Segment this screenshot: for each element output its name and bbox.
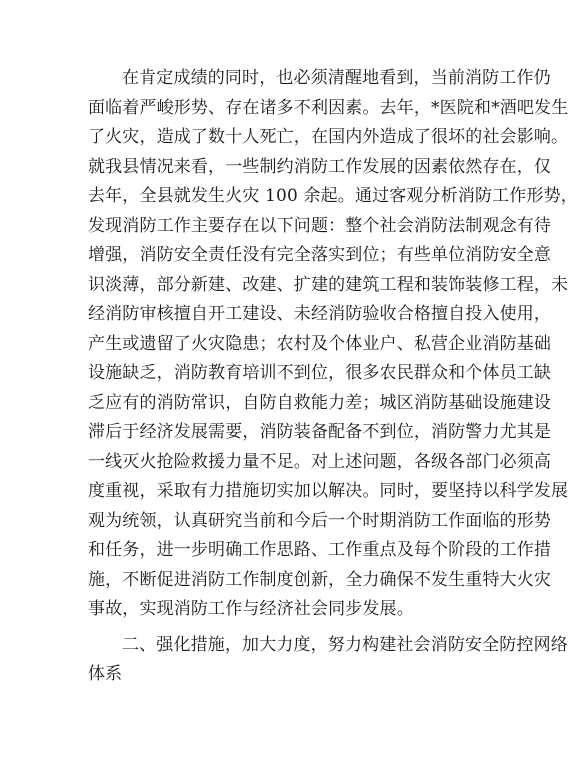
text-line: 增强，消防安全责任没有完全落实到位；有些单位消防安全意 bbox=[88, 245, 552, 265]
text-line: 设施缺乏，消防教育培训不到位，很多农民群众和个体员工缺 bbox=[88, 363, 552, 383]
text-line: 一线灭火抢险救援力量不足。对上述问题，各级各部门必须高 bbox=[88, 451, 552, 472]
text-line: 经消防审核擅自开工建设、未经消防验收合格擅自投入使用， bbox=[88, 304, 552, 324]
heading-line: 体系 bbox=[88, 664, 123, 684]
document-body bbox=[88, 64, 578, 690]
text-line: 发现消防工作主要存在以下问题：整个社会消防法制观念有待 bbox=[88, 215, 552, 236]
text-line: 滞后于经济发展需要，消防装备配备不到位，消防警力尤其是 bbox=[88, 422, 552, 442]
text-line: 了火灾，造成了数十人死亡，在国内外造成了很坏的社会影响。 bbox=[88, 127, 569, 147]
text-line: 就我县情况来看，一些制约消防工作发展的因素依然存在，仅 bbox=[88, 156, 552, 177]
text-line: 和任务，进一步明确工作思路、工作重点及每个阶段的工作措 bbox=[88, 540, 552, 560]
heading-line: 二、强化措施，加大力度，努力构建社会消防安全防控网络 bbox=[122, 634, 568, 655]
text-line: 面临着严峻形势、存在诸多不利因素。去年，*医院和*酒吧发生 bbox=[88, 97, 569, 118]
body-paragraph bbox=[88, 64, 578, 625]
text-line: 识淡薄，部分新建、改建、扩建的建筑工程和装饰装修工程，未 bbox=[88, 274, 569, 295]
text-line: 度重视，采取有力措施切实加以解决。同时，要坚持以科学发展 bbox=[88, 481, 569, 501]
text-line: 去年，全县就发生火灾 100 余起。通过客观分析消防工作形势， bbox=[88, 186, 578, 206]
text-line: 施，不断促进消防工作制度创新，全力确保不发生重特大火灾 bbox=[88, 569, 552, 590]
section-heading bbox=[88, 631, 568, 690]
text-line: 乏应有的消防常识，自防自救能力差；城区消防基础设施建设 bbox=[88, 392, 552, 413]
text-line: 在肯定成绩的同时，也必须清醒地看到，当前消防工作仍 bbox=[122, 68, 551, 88]
text-line: 事故，实现消防工作与经济社会同步发展。 bbox=[88, 599, 414, 619]
text-line: 观为统领，认真研究当前和今后一个时期消防工作面临的形势 bbox=[88, 510, 552, 531]
text-line: 产生或遗留了火灾隐患；农村及个体业户、私营企业消防基础 bbox=[88, 333, 552, 354]
